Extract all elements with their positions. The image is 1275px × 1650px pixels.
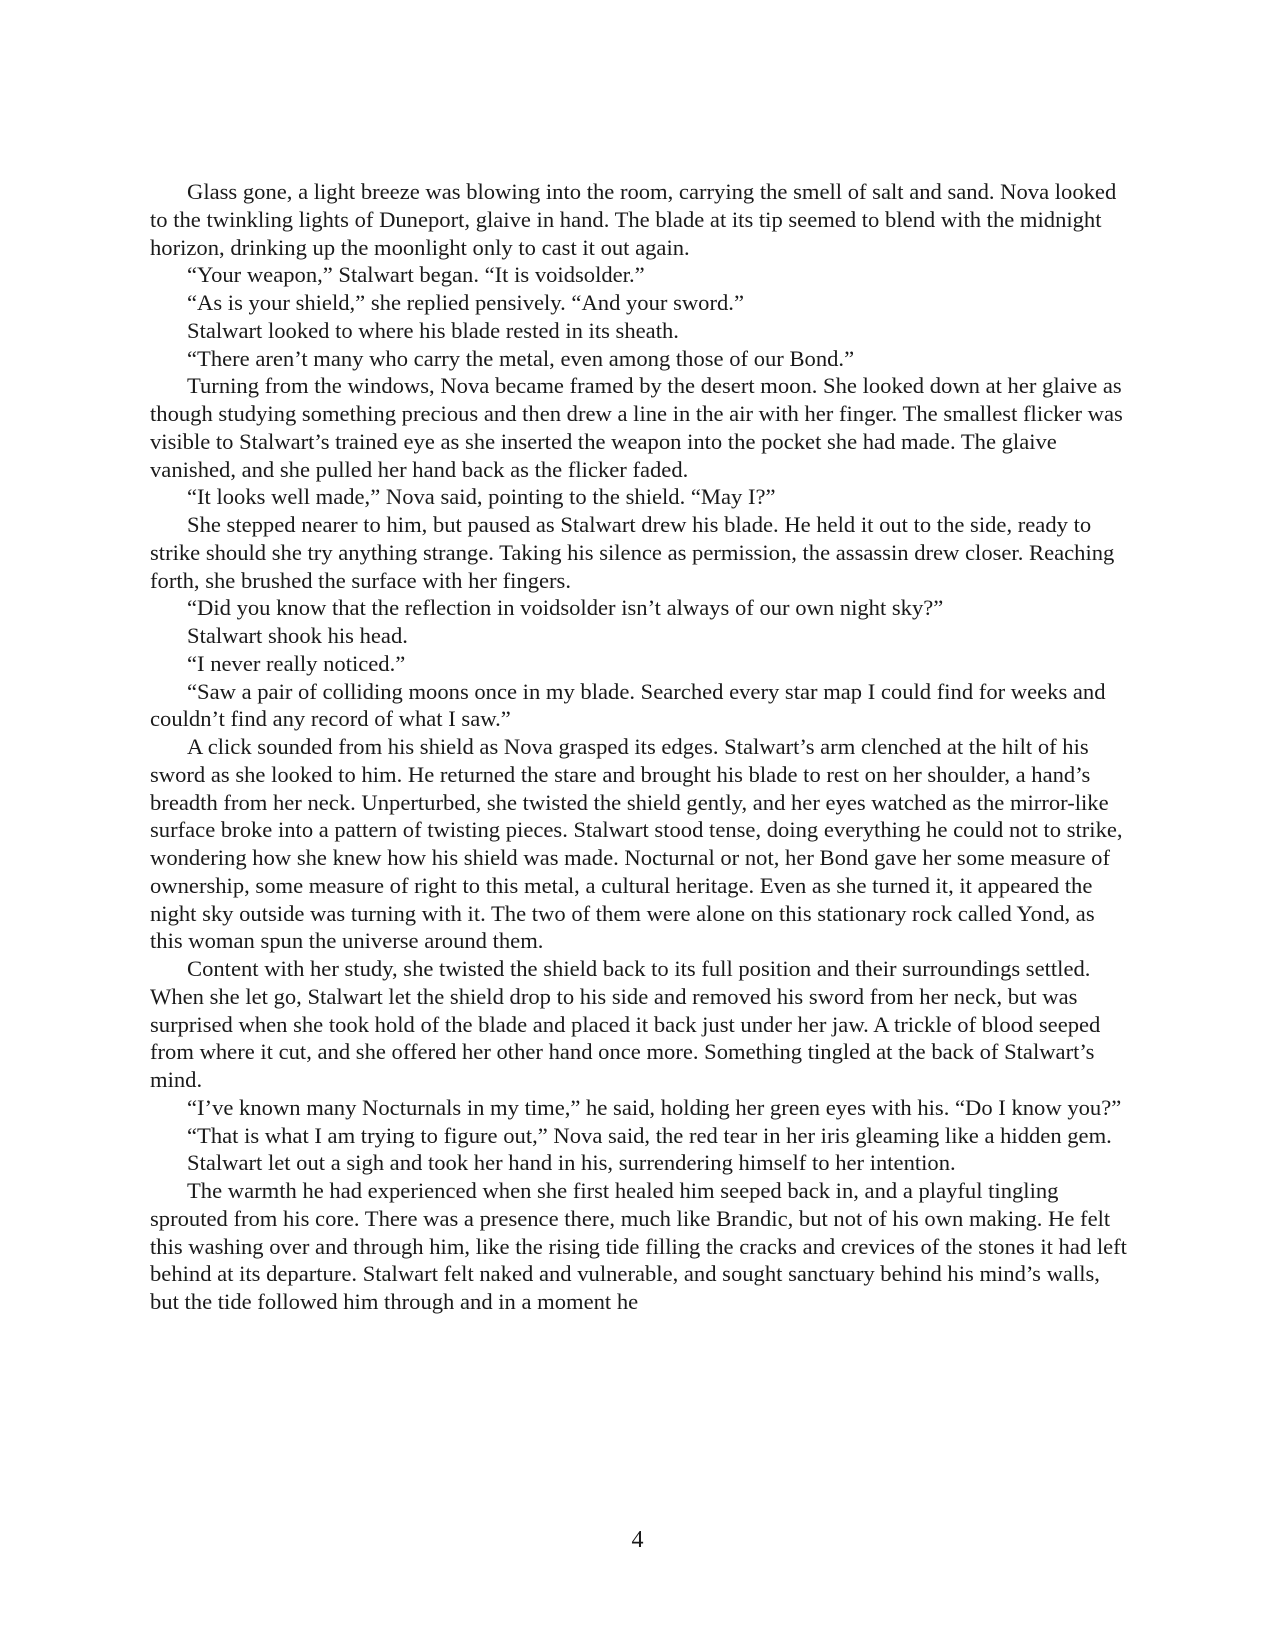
paragraph: Stalwart looked to where his blade rested in its sheath.	[187, 317, 679, 343]
paragraph: “As is your shield,” she replied pensively. “And your sword.”	[187, 290, 744, 315]
paragraph: She stepped nearer to him, but paused as Stalwart drew his blade. He held it out to the side, ready to strike should she try anything strange. Taking his silence as permission, the assassin drew closer. Reaching forth, she brushed the surface with her fingers.	[150, 512, 1115, 593]
paragraph: “That is what I am trying to figure out,” Nova said, the red tear in her iris gleaming like a hidden gem.	[187, 1122, 1112, 1148]
paragraph: Stalwart shook his head.	[187, 623, 408, 648]
paragraph: “I never really noticed.”	[187, 650, 406, 676]
paragraph: The warmth he had experienced when she first healed him seeped back in, and a playful tingling sprouted from his core. There was a presence there, much like Brandic, but not of his own making. He felt this washing over and through him, like the rising tide filling the cracks and crevices of the stones it had left behind at its departure. Stalwart felt naked and vulnerable, and sought sanctuary behind his mind’s walls, but the tide followed him through and in a moment he	[150, 1178, 1127, 1314]
paragraph: “There aren’t many who carry the metal, even among those of our Bond.”	[187, 345, 855, 371]
paragraph: Glass gone, a light breeze was blowing into the room, carrying the smell of salt and sand. Nova looked to the twinkling lights of Duneport, glaive in hand. The blade at its tip seemed to blend with the midnight horizon, drinking up the moonlight only to cast it out again.	[150, 179, 1117, 260]
page-number: 4	[631, 1527, 644, 1553]
paragraph: “Saw a pair of colliding moons once in my blade. Searched every star map I could find for weeks and couldn’t find any record of what I saw.”	[150, 678, 1106, 732]
document-body	[150, 178, 1128, 1316]
paragraph: “Your weapon,” Stalwart began. “It is voidsolder.”	[187, 262, 645, 288]
paragraph: “It looks well made,” Nova said, pointing to the shield. “May I?”	[187, 484, 776, 510]
paragraph: “Did you know that the reflection in voidsolder isn’t always of our own night sky?”	[187, 595, 944, 621]
paragraph: Turning from the windows, Nova became framed by the desert moon. She looked down at her glaive as though studying something precious and then drew a line in the air with her finger. The smallest flicker was visible to Stalwart’s trained eye as she inserted the weapon into the pocket she had made. The glaive vanished, and she pulled her hand back as the flicker faded.	[150, 373, 1123, 482]
paragraph: A click sounded from his shield as Nova grasped its edges. Stalwart’s arm clenched at the hilt of his sword as she looked to him. He returned the stare and brought his blade to rest on her shoulder, a hand’s breadth from her neck. Unperturbed, she twisted the shield gently, and her eyes watched as the mirror-like surface broke into a pattern of twisting pieces. Stalwart stood tense, doing everything he could not to strike, wondering how she knew how his shield was made. Nocturnal or not, her Bond gave her some measure of ownership, some measure of right to this metal, a cultural heritage. Even as she turned it, it appeared the night sky outside was turning with it. The two of them were alone on this stationary rock called Yond, as this woman spun the universe around them.	[150, 734, 1123, 954]
paragraph: Stalwart let out a sigh and took her hand in his, surrendering himself to her intention.	[187, 1150, 956, 1176]
paragraph: “I’ve known many Nocturnals in my time,” he said, holding her green eyes with his. “Do I know you?”	[187, 1094, 1122, 1120]
paragraph: Content with her study, she twisted the shield back to its full position and their surroundings settled. When she let go, Stalwart let the shield drop to his side and removed his sword from her neck, but was surprised when she took hold of the blade and placed it back just under her jaw. A trickle of blood seeped from where it cut, and she offered her other hand once more. Something tingled at the back of Stalwart’s mind.	[150, 956, 1101, 1092]
